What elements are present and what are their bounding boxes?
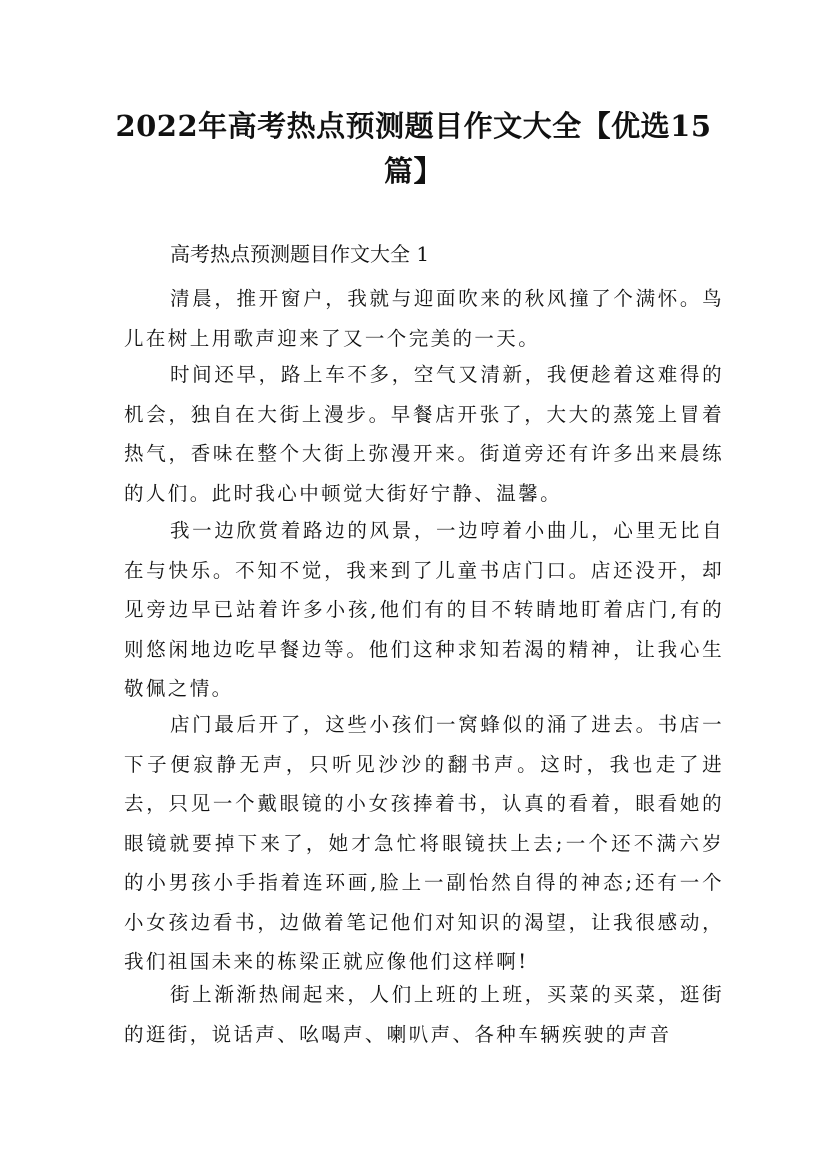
- paragraph-4: 店门最后开了，这些小孩们一窝蜂似的涌了进去。书店一下子便寂静无声，只听见沙沙的翻书声。这时，我也走了进去，只见一个戴眼镜的小女孩捧着书，认真的看着，眼看她的眼镜就要掉下来了，她才急忙将眼镜扶上去;一个还不满六岁的小男孩小手指着连环画,脸上一副怡然自得的神态;还有一个小女孩边看书，边做着笔记他们对知识的渴望，让我很感动，我们祖国未来的栋梁正就应像他们这样啊!: [124, 713, 724, 973]
- paragraph-2: 时间还早，路上车不多，空气又清新，我便趁着这难得的机会，独自在大街上漫步。早餐店开张了，大大的蒸笼上冒着热气，香味在整个大街上弥漫开来。街道旁还有许多出来晨练的人们。此时我心中顿觉大街好宁静、温馨。: [124, 363, 724, 505]
- document-title: 2022年高考热点预测题目作文大全【优选15篇】: [115, 109, 712, 188]
- paragraph-1: 清晨，推开窗户，我就与迎面吹来的秋风撞了个满怀。鸟儿在树上用歌声迎来了又一个完美的一天。: [124, 287, 724, 350]
- section-heading: 高考热点预测题目作文大全 1: [170, 242, 430, 266]
- paragraph-3: 我一边欣赏着路边的风景，一边哼着小曲儿，心里无比自在与快乐。不知不觉，我来到了儿童书店门口。店还没开，却见旁边早已站着许多小孩,他们有的目不转睛地盯着店门,有的则悠闲地边吃早餐边等。他们这种求知若渴的精神，让我心生敬佩之情。: [124, 519, 724, 700]
- paragraph-5: 街上渐渐热闹起来，人们上班的上班，买菜的买菜，逛街的逛街，说话声、吆喝声、喇叭声、各种车辆疾驶的声音: [124, 983, 724, 1046]
